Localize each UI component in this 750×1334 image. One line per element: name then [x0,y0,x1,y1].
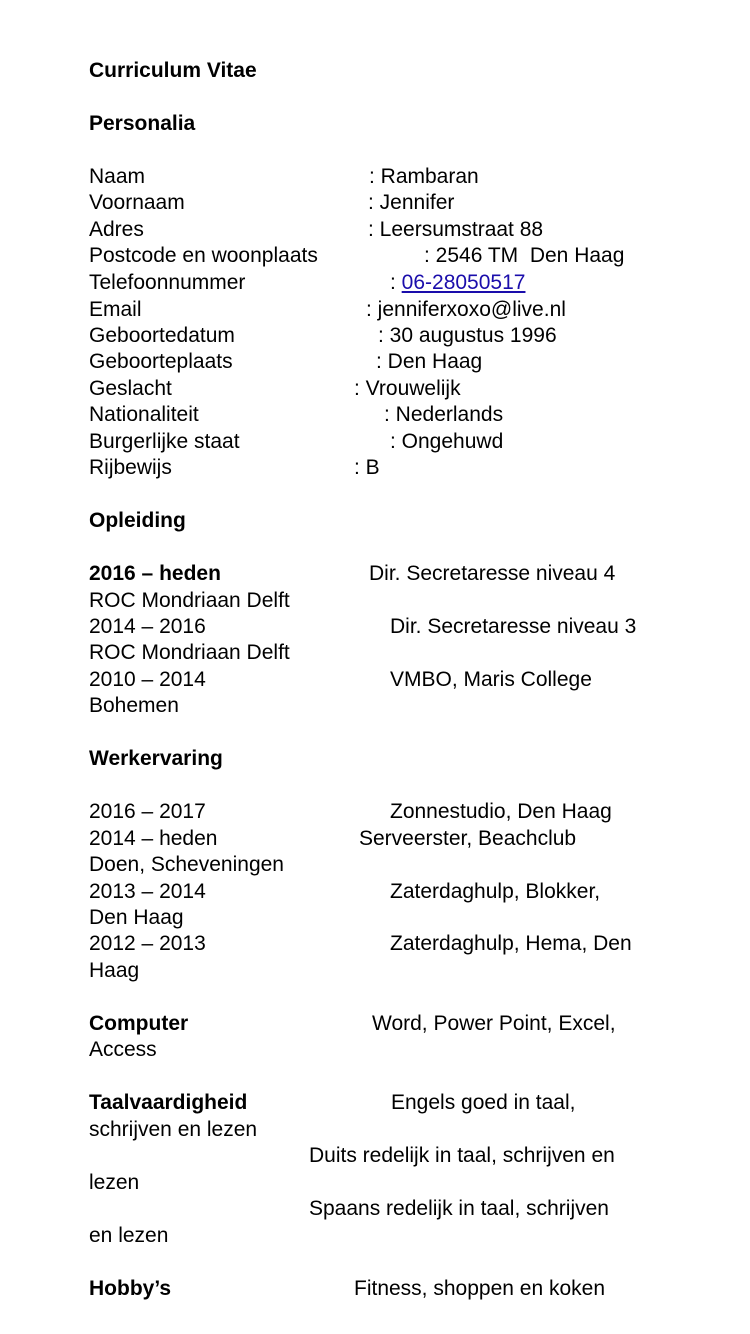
werk-period: 2014 – heden [89,827,218,850]
section-heading-computer: Computer [89,1012,189,1035]
section-heading-hobbys: Hobby’s [89,1277,172,1300]
label-nationaliteit: Nationaliteit [89,403,199,426]
werk-desc: Zonnestudio, Den Haag [390,800,612,823]
werk-period: 2013 – 2014 [89,880,206,903]
section-heading-opleiding: Opleiding [89,509,186,532]
section-heading-personalia: Personalia [89,112,196,135]
opleiding-period: 2016 – heden [89,562,221,585]
value-naam: : Rambaran [369,165,479,188]
phone-link[interactable]: 06-28050517 [401,271,526,294]
label-rijbewijs: Rijbewijs [89,456,172,479]
taal-duits-cont: lezen [89,1171,140,1194]
label-voornaam: Voornaam [89,191,185,214]
opleiding-desc: VMBO, Maris College [390,668,592,691]
opleiding-period: 2010 – 2014 [89,668,206,691]
value-telefoonnummer [390,270,525,296]
label-geboortedatum: Geboortedatum [89,324,235,347]
computer-desc: Word, Power Point, Excel, [372,1012,616,1035]
taal-duits: Duits redelijk in taal, schrijven en [309,1144,615,1167]
taal-spaans-cont: en lezen [89,1224,169,1247]
werk-desc-cont: Doen, Scheveningen [89,853,284,876]
label-adres: Adres [89,218,144,241]
werk-desc: Zaterdaghulp, Hema, Den [390,932,632,955]
opleiding-desc: Dir. Secretaresse niveau 3 [390,615,637,638]
taal-spaans: Spaans redelijk in taal, schrijven [309,1197,609,1220]
document-title: Curriculum Vitae [89,59,257,82]
value-rijbewijs: : B [354,456,380,479]
label-telefoonnummer: Telefoonnummer [89,271,246,294]
value-nationaliteit: : Nederlands [384,403,504,426]
opleiding-desc-cont: Bohemen [89,694,179,717]
werk-period: 2016 – 2017 [89,800,206,823]
label-email: Email [89,298,142,321]
value-postcode: : 2546 TM Den Haag [424,244,625,267]
opleiding-desc-cont: ROC Mondriaan Delft [89,589,290,612]
value-geslacht: : Vrouwelijk [354,377,461,400]
value-telefoonnummer-prefix: : [390,271,402,294]
werk-desc: Serveerster, Beachclub [359,827,577,850]
value-adres: : Leersumstraat 88 [368,218,544,241]
opleiding-period: 2014 – 2016 [89,615,206,638]
opleiding-desc-cont: ROC Mondriaan Delft [89,641,290,664]
werk-period: 2012 – 2013 [89,932,206,955]
label-geslacht: Geslacht [89,377,172,400]
computer-desc-cont: Access [89,1038,157,1061]
werk-desc-cont: Haag [89,959,140,982]
section-heading-taalvaardigheid: Taalvaardigheid [89,1091,248,1114]
label-postcode: Postcode en woonplaats [89,244,318,267]
werk-desc: Zaterdaghulp, Blokker, [390,880,601,903]
taal-engels-cont: schrijven en lezen [89,1118,258,1141]
value-email: : jenniferxoxo@live.nl [366,298,566,321]
label-burgerlijke-staat: Burgerlijke staat [89,430,240,453]
value-voornaam: : Jennifer [368,191,455,214]
taal-engels: Engels goed in taal, [391,1091,576,1114]
werk-desc-cont: Den Haag [89,906,184,929]
section-heading-werkervaring: Werkervaring [89,747,223,770]
value-geboorteplaats: : Den Haag [376,350,483,373]
label-naam: Naam [89,165,146,188]
opleiding-desc: Dir. Secretaresse niveau 4 [369,562,616,585]
value-geboortedatum: : 30 augustus 1996 [378,324,557,347]
label-geboorteplaats: Geboorteplaats [89,350,233,373]
value-burgerlijke-staat: : Ongehuwd [390,430,504,453]
hobbys-desc: Fitness, shoppen en koken [354,1277,605,1300]
